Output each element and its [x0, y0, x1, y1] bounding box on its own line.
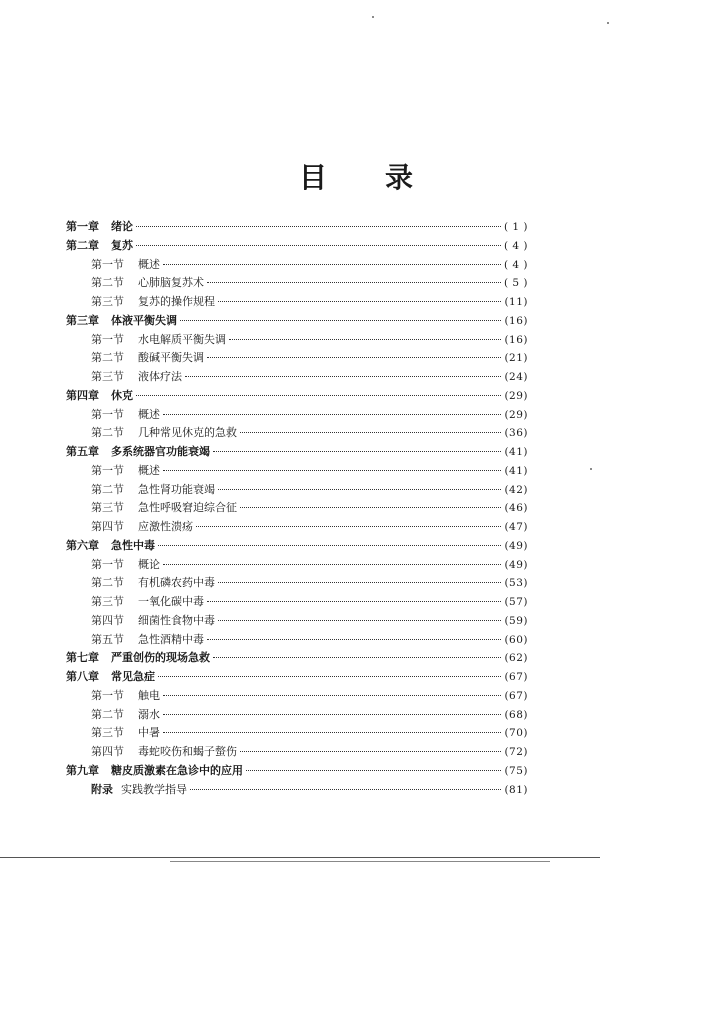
toc-entry[interactable] — [66, 443, 528, 462]
dot-leader — [218, 488, 501, 490]
scan-speck — [372, 16, 374, 18]
entry-number: 第二节 — [91, 707, 124, 721]
entry-page: (16) — [504, 333, 528, 346]
entry-number: 第二节 — [91, 482, 124, 496]
entry-number: 第六章 — [66, 538, 99, 552]
entry-page: (29) — [504, 389, 528, 402]
dot-leader — [207, 281, 501, 283]
dot-leader — [218, 619, 501, 621]
entry-title: 有机磷农药中毒 — [138, 576, 215, 590]
dot-leader — [158, 544, 501, 546]
entry-title: 液体疗法 — [138, 370, 182, 383]
entry-page: (72) — [504, 746, 528, 758]
dot-leader — [163, 713, 501, 715]
dot-leader — [246, 769, 501, 771]
dot-leader — [218, 581, 501, 583]
entry-page: (11) — [504, 296, 528, 308]
entry-page: (60) — [504, 633, 528, 646]
entry-title: 休克 — [111, 388, 133, 402]
entry-page: ( 4 ) — [503, 239, 528, 252]
entry-number: 第一节 — [91, 257, 124, 271]
toc-entry[interactable] — [66, 612, 528, 631]
table-of-contents — [66, 218, 528, 799]
entry-number: 第二节 — [91, 351, 124, 365]
entry-title: 多系统器官功能衰竭 — [111, 445, 210, 458]
entry-number: 第七章 — [66, 651, 99, 665]
toc-entry[interactable] — [66, 312, 528, 331]
entry-title: 急性酒精中毒 — [138, 632, 204, 646]
toc-entry[interactable] — [66, 687, 528, 706]
entry-number: 第三节 — [91, 370, 124, 383]
entry-page: ( 1 ) — [503, 221, 528, 233]
entry-number: 第九章 — [66, 763, 99, 777]
toc-entry[interactable] — [66, 781, 528, 800]
entry-number: 第八章 — [66, 670, 99, 683]
dot-leader — [229, 338, 501, 340]
entry-page: (41) — [504, 446, 528, 458]
toc-entry[interactable] — [66, 762, 528, 781]
entry-number: 附录 — [91, 782, 113, 796]
toc-entry[interactable] — [66, 724, 528, 743]
toc-entry[interactable] — [66, 349, 528, 368]
entry-number: 第一节 — [91, 332, 124, 346]
entry-title: 细菌性食物中毒 — [138, 613, 215, 627]
dot-leader — [218, 300, 501, 302]
entry-page: (49) — [504, 558, 528, 571]
toc-entry[interactable] — [66, 537, 528, 556]
entry-title: 毒蛇咬伤和蝎子螫伤 — [138, 745, 237, 758]
toc-entry[interactable] — [66, 331, 528, 350]
toc-entry[interactable] — [66, 574, 528, 593]
entry-page: (29) — [504, 408, 528, 421]
dot-leader — [136, 394, 501, 396]
entry-number: 第三节 — [91, 595, 124, 608]
entry-title: 急性中毒 — [111, 538, 155, 552]
dot-leader — [185, 375, 501, 377]
entry-title: 触电 — [138, 688, 160, 702]
entry-page: (70) — [504, 727, 528, 740]
toc-entry[interactable] — [66, 481, 528, 500]
toc-entry[interactable] — [66, 743, 528, 762]
toc-entry[interactable] — [66, 237, 528, 256]
dot-leader — [196, 525, 501, 527]
toc-entry[interactable] — [66, 668, 528, 687]
entry-title: 概论 — [138, 557, 160, 571]
scan-speck — [590, 468, 592, 470]
entry-number: 第三节 — [91, 295, 124, 308]
entry-page: (21) — [504, 352, 528, 365]
entry-page: (24) — [504, 371, 528, 383]
entry-title: 体液平衡失调 — [111, 313, 177, 327]
entry-title: 一氧化碳中毒 — [138, 595, 204, 608]
entry-title: 溺水 — [138, 707, 160, 721]
entry-page: (53) — [504, 577, 528, 590]
toc-entry[interactable] — [66, 406, 528, 425]
title-char: 录 — [385, 161, 416, 194]
dot-leader — [136, 244, 501, 246]
entry-title: 常见急症 — [111, 670, 155, 683]
entry-number: 第一节 — [91, 688, 124, 702]
dot-leader — [163, 731, 501, 733]
dot-leader — [163, 263, 501, 265]
entry-title: 糖皮质激素在急诊中的应用 — [111, 763, 243, 777]
toc-entry[interactable] — [66, 387, 528, 406]
toc-entry[interactable] — [66, 518, 528, 537]
entry-page: (47) — [504, 521, 528, 533]
toc-entry[interactable] — [66, 256, 528, 275]
entry-page: (67) — [504, 671, 528, 683]
title-char: 目 — [298, 161, 329, 194]
entry-page: (67) — [504, 689, 528, 702]
entry-number: 第三节 — [91, 501, 124, 515]
entry-title: 急性呼吸窘迫综合征 — [138, 501, 237, 515]
toc-entry[interactable] — [66, 649, 528, 668]
entry-page: (68) — [504, 708, 528, 721]
dot-leader — [207, 638, 501, 640]
entry-title: 水电解质平衡失调 — [138, 332, 226, 346]
dot-leader — [163, 563, 501, 565]
entry-number: 第五节 — [91, 632, 124, 646]
entry-page: (36) — [504, 427, 528, 440]
dot-leader — [240, 750, 501, 752]
toc-entry[interactable] — [66, 274, 528, 293]
dot-leader — [207, 356, 501, 358]
dot-leader — [180, 319, 501, 321]
entry-title: 几种常见休克的急救 — [138, 426, 237, 440]
toc-entry[interactable] — [66, 368, 528, 387]
entry-page: ( 4 ) — [503, 258, 528, 271]
entry-page: (57) — [504, 596, 528, 608]
dot-leader — [213, 450, 501, 452]
toc-entry[interactable] — [66, 424, 528, 443]
dot-leader — [163, 694, 501, 696]
entry-title: 复苏 — [111, 238, 133, 252]
entry-number: 第一节 — [91, 407, 124, 421]
entry-number: 第一节 — [91, 463, 124, 477]
entry-number: 第四节 — [91, 520, 124, 533]
entry-number: 第二节 — [91, 426, 124, 440]
entry-title: 中暑 — [138, 726, 160, 740]
entry-number: 第四节 — [91, 613, 124, 627]
dot-leader — [136, 225, 501, 227]
scan-edge-line — [0, 857, 600, 858]
entry-number: 第一章 — [66, 220, 99, 233]
entry-title: 复苏的操作规程 — [138, 295, 215, 308]
entry-number: 第三节 — [91, 726, 124, 740]
toc-entry[interactable] — [66, 218, 528, 237]
entry-page: (59) — [504, 614, 528, 627]
dot-leader — [163, 469, 501, 471]
entry-number: 第四章 — [66, 388, 99, 402]
dot-leader — [163, 413, 501, 415]
dot-leader — [207, 600, 501, 602]
entry-title: 严重创伤的现场急救 — [111, 651, 210, 665]
entry-page: (16) — [504, 314, 528, 327]
entry-title: 概述 — [138, 463, 160, 477]
toc-entry[interactable] — [66, 593, 528, 612]
page-title — [0, 156, 714, 196]
entry-title: 应激性溃疡 — [138, 520, 193, 533]
scan-speck — [607, 22, 609, 24]
entry-title: 概述 — [138, 407, 160, 421]
entry-number: 第五章 — [66, 445, 99, 458]
entry-number: 第一节 — [91, 557, 124, 571]
entry-page: (42) — [504, 483, 528, 496]
entry-number: 第三章 — [66, 313, 99, 327]
entry-number: 第四节 — [91, 745, 124, 758]
dot-leader — [213, 656, 501, 658]
entry-page: (75) — [504, 764, 528, 777]
dot-leader — [240, 431, 501, 433]
entry-number: 第二节 — [91, 576, 124, 590]
toc-entry[interactable] — [66, 556, 528, 575]
entry-page: (41) — [504, 464, 528, 477]
entry-number: 第二节 — [91, 276, 124, 290]
entry-page: (62) — [504, 652, 528, 665]
dot-leader — [190, 788, 501, 790]
entry-page: (49) — [504, 539, 528, 552]
entry-page: (46) — [504, 502, 528, 515]
entry-title: 心肺脑复苏术 — [138, 276, 204, 290]
entry-title: 实践教学指导 — [121, 782, 187, 796]
toc-entry[interactable] — [66, 631, 528, 650]
entry-title: 绪论 — [111, 220, 133, 233]
toc-entry[interactable] — [66, 706, 528, 725]
scan-edge-line — [170, 861, 550, 862]
dot-leader — [240, 506, 501, 508]
entry-title: 急性肾功能衰竭 — [138, 482, 215, 496]
toc-entry[interactable] — [66, 499, 528, 518]
toc-entry[interactable] — [66, 293, 528, 312]
entry-page: (81) — [504, 783, 528, 796]
toc-entry[interactable] — [66, 462, 528, 481]
entry-number: 第二章 — [66, 238, 99, 252]
entry-title: 概述 — [138, 257, 160, 271]
dot-leader — [158, 675, 501, 677]
entry-page: ( 5 ) — [503, 277, 528, 290]
entry-title: 酸碱平衡失调 — [138, 351, 204, 365]
